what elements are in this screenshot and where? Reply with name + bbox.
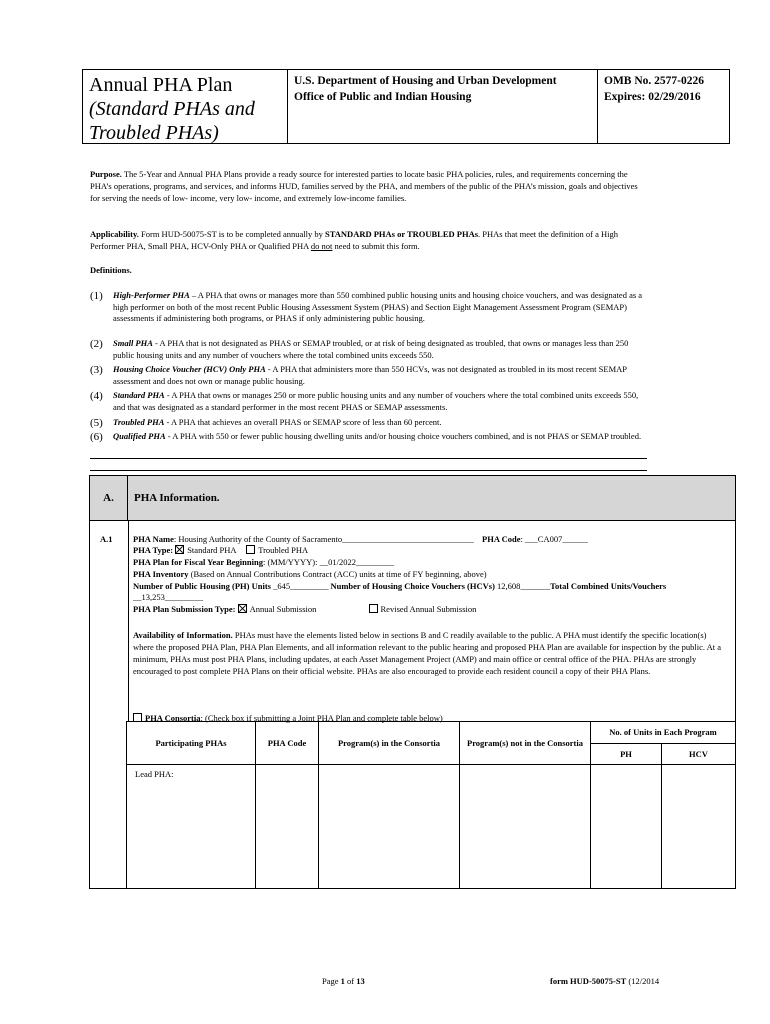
row-label-a1: A.1 bbox=[100, 534, 113, 544]
definition-item bbox=[90, 417, 650, 429]
page-prefix: Page bbox=[322, 976, 341, 986]
revised-submission-label: Revised Annual Submission bbox=[380, 604, 477, 614]
section-letter: A. bbox=[90, 476, 128, 520]
inventory-text: (Based on Annual Contributions Contract (ACC) units at time of FY beginning, above) bbox=[188, 569, 487, 579]
form-title-line2: (Standard PHAs and bbox=[89, 98, 255, 120]
inventory-label: PHA Inventory bbox=[133, 569, 189, 579]
definition-text: - A PHA with 550 or fewer public housing dwelling units and/or housing choice vouchers combined, and is not PHAS or SEMAP troubled. bbox=[165, 431, 642, 441]
row-divider bbox=[128, 521, 129, 721]
col-header-ph: PH bbox=[590, 743, 661, 764]
submission-type-label: PHA Plan Submission Type: bbox=[133, 604, 236, 614]
definition-item bbox=[90, 290, 650, 325]
total-units-line bbox=[133, 592, 203, 603]
section-a-header bbox=[90, 476, 735, 521]
fiscal-year-line bbox=[133, 557, 394, 568]
form-title-line3: Troubled PHAs) bbox=[89, 122, 219, 144]
col-header-participating: Participating PHAs bbox=[126, 721, 255, 764]
hcv-field[interactable]: 12,608_______ bbox=[494, 581, 551, 591]
col-header-units: No. of Units in Each Program bbox=[590, 721, 735, 743]
definition-text: - A PHA that owns or manages 250 or more public housing units and any number of vouchers where the total combined units exceeds 550, and that was designated as a standard performer in the most recent PHAS or SEMAP assessments. bbox=[113, 390, 639, 412]
applicability-text1: Form HUD-50075-ST is to be completed annually by bbox=[138, 229, 326, 239]
purpose-label: Purpose. bbox=[90, 169, 122, 179]
pha-code-field[interactable]: : ___CA007______ bbox=[520, 534, 588, 544]
agency-block bbox=[288, 70, 598, 143]
form-title-line1: Annual PHA Plan bbox=[89, 74, 233, 96]
applicability-text2: . PHAs that meet the definition of a High Performer PHA, Small PHA, HCV-Only PHA or Qualified PHA bbox=[90, 229, 619, 251]
form-date: (12/2014 bbox=[626, 976, 660, 986]
applicability-label: Applicability. bbox=[90, 229, 139, 239]
divider-rule bbox=[90, 470, 647, 471]
pha-name-field[interactable]: : Housing Authority of the County of Sacramento_______________________________ bbox=[173, 534, 474, 544]
definition-number: (3) bbox=[90, 364, 103, 376]
pha-name-line bbox=[133, 534, 588, 545]
fiscal-year-label: PHA Plan for Fiscal Year Beginning bbox=[133, 557, 263, 567]
pha-code-label: PHA Code bbox=[482, 534, 521, 544]
definition-text: - A PHA that is not designated as PHAS or SEMAP troubled, or at risk of being designated as troubled, that owns or manages less than 250 public housing units and any number of vouchers where the total combined units exceeds 550. bbox=[113, 338, 629, 360]
consortia-table bbox=[126, 721, 735, 889]
definitions-label: Definitions. bbox=[90, 265, 132, 275]
troubled-pha-checkbox[interactable] bbox=[246, 545, 255, 554]
definition-number: (4) bbox=[90, 390, 103, 402]
lead-pha-label: Lead PHA: bbox=[135, 769, 174, 779]
section-title: PHA Information. bbox=[134, 492, 220, 504]
pha-name-label: PHA Name bbox=[133, 534, 174, 544]
applicability-bold: STANDARD PHAs or TROUBLED PHAs bbox=[325, 229, 479, 239]
definition-number: (1) bbox=[90, 290, 103, 302]
availability-text: PHAs must have the elements listed below in sections B and C readily available to the public. A PHA must identify the specific location(s) where the proposed PHA Plan, PHA Plan Elements, and all information relevant to the public hearing and proposed PHA Plan are available for inspection by the public. At a minimum, PHAs must post PHA Plans, including updates, at each Asset Management Project (AMP) and main office or central office of the PHA. PHAs are strongly encouraged to post complete PHA Plans on their official website. PHAs are also encouraged to provide each resident council a copy of their PHA Plans. bbox=[133, 630, 722, 676]
inventory-line bbox=[133, 569, 487, 580]
definition-number: (2) bbox=[90, 338, 103, 350]
omb-expiration: Expires: 02/29/2016 bbox=[604, 91, 701, 103]
ph-units-label: Number of Public Housing (PH) Units bbox=[133, 581, 271, 591]
table-cell[interactable] bbox=[661, 764, 735, 889]
definition-term: Troubled PHA bbox=[113, 417, 165, 427]
lead-pha-cell[interactable] bbox=[126, 764, 255, 889]
troubled-pha-label: Troubled PHA bbox=[258, 545, 309, 555]
form-title bbox=[83, 70, 288, 143]
col-header-hcv: HCV bbox=[661, 743, 735, 764]
office-name: Office of Public and Indian Housing bbox=[294, 91, 472, 103]
availability-label: Availability of Information. bbox=[133, 630, 233, 640]
applicability-underline: do not bbox=[310, 241, 333, 251]
table-cell[interactable] bbox=[459, 764, 590, 889]
form-id: form HUD-50075-ST bbox=[550, 976, 627, 986]
annual-submission-checkbox[interactable] bbox=[238, 604, 247, 613]
consortia-label: PHA Consortia bbox=[145, 713, 201, 723]
availability-paragraph bbox=[133, 629, 725, 677]
definition-term: Qualified PHA bbox=[113, 431, 166, 441]
definition-number: (5) bbox=[90, 417, 103, 429]
definition-item bbox=[90, 364, 650, 387]
definition-number: (6) bbox=[90, 431, 103, 443]
page-of: of bbox=[344, 976, 357, 986]
definition-text: – A PHA that owns or manages more than 550 combined public housing units and housing choice vouchers, and was designated as a high performer on both of the most recent Public Housing Assessment System (PHAS) and Section Eight Management Assessment Program (SEMAP) assessments if administering both programs, or PHAS if only administering public housing. bbox=[113, 290, 643, 323]
table-cell[interactable] bbox=[255, 764, 318, 889]
definition-term: Small PHA bbox=[113, 338, 153, 348]
definition-text: - A PHA that administers more than 550 HCVs, was not designated as troubled in its most recent SEMAP assessment and does not own or manage public housing. bbox=[113, 364, 627, 386]
form-header bbox=[82, 69, 730, 144]
standard-pha-label: Standard PHA bbox=[187, 545, 237, 555]
pha-type-line bbox=[133, 545, 308, 556]
fiscal-year-field[interactable]: : (MM/YYYY): __01/2022_________ bbox=[262, 557, 395, 567]
applicability-text3: need to submit this form. bbox=[332, 241, 420, 251]
omb-block bbox=[598, 70, 729, 143]
pha-type-label: PHA Type: bbox=[133, 545, 174, 555]
page-total: 13 bbox=[356, 976, 365, 986]
purpose-text: The 5-Year and Annual PHA Plans provide a ready source for interested parties to locate basic PHA policies, rules, and requirements concerning the PHA’s operations, programs, and services, and informs HUD, families served by the PHA, and members of the public of the PHA’s mission, goals and objectives for serving the needs of low- income, very low- income, and extremely low-income families. bbox=[90, 169, 638, 203]
col-header-not-in: Program(s) not in the Consortia bbox=[459, 721, 590, 764]
annual-submission-label: Annual Submission bbox=[249, 604, 317, 614]
definition-item bbox=[90, 431, 650, 443]
page-number bbox=[322, 976, 365, 986]
divider-rule bbox=[90, 458, 647, 459]
total-units-field[interactable]: __13,253_________ bbox=[133, 592, 204, 602]
definition-item bbox=[90, 390, 650, 413]
standard-pha-checkbox[interactable] bbox=[175, 545, 184, 554]
consortia-text: : (Check box if submitting a Joint PHA Plan and complete table below) bbox=[200, 713, 443, 723]
table-cell[interactable] bbox=[318, 764, 459, 889]
agency-name: U.S. Department of Housing and Urban Development bbox=[294, 75, 557, 87]
definition-term: High-Performer PHA bbox=[113, 290, 190, 300]
ph-units-field[interactable]: _645_________ bbox=[270, 581, 329, 591]
definition-term: Housing Choice Voucher (HCV) Only PHA bbox=[113, 364, 266, 374]
units-line bbox=[133, 581, 666, 592]
applicability-paragraph bbox=[90, 228, 647, 252]
definition-text: - A PHA that achieves an overall PHAS or SEMAP score of less than 60 percent. bbox=[164, 417, 442, 427]
form-number bbox=[550, 976, 659, 986]
definition-item bbox=[90, 338, 650, 361]
section-a bbox=[89, 475, 736, 889]
omb-number: OMB No. 2577-0226 bbox=[604, 75, 704, 87]
total-units-label: Total Combined Units/Vouchers bbox=[550, 581, 667, 591]
submission-type-line bbox=[133, 604, 476, 615]
revised-submission-checkbox[interactable] bbox=[369, 604, 378, 613]
col-header-pha-code: PHA Code bbox=[255, 721, 318, 764]
hcv-label: Number of Housing Choice Vouchers (HCVs) bbox=[328, 581, 495, 591]
purpose-paragraph bbox=[90, 168, 647, 204]
table-cell[interactable] bbox=[590, 764, 661, 889]
col-header-programs: Program(s) in the Consortia bbox=[318, 721, 459, 764]
page-current: 1 bbox=[340, 976, 345, 986]
definition-term: Standard PHA bbox=[113, 390, 165, 400]
